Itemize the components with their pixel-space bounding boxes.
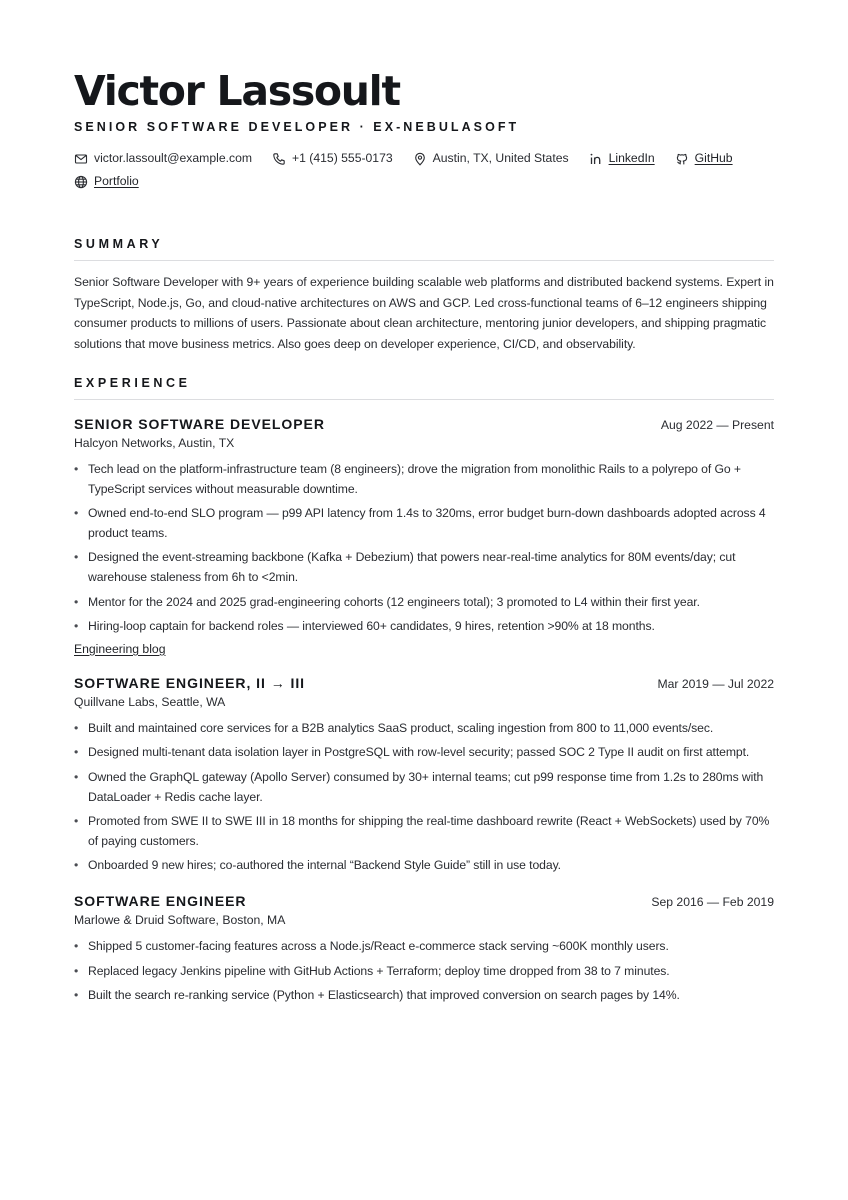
portfolio-link[interactable]: Portfolio bbox=[94, 174, 139, 188]
job-link-row bbox=[74, 641, 774, 658]
job-bullet: • Owned end-to-end SLO program — p99 API latency from 1.4s to 320ms, error budget burn-down dashboards adopted across 4 product teams. bbox=[74, 504, 774, 543]
job-bullet: • Built and maintained core services for a B2B analytics SaaS product, scaling ingestion from 800 to 11,000 events/sec. bbox=[74, 719, 774, 739]
contact-list bbox=[74, 150, 774, 190]
candidate-name: Victor Lassoult bbox=[74, 67, 400, 115]
job-header bbox=[74, 674, 774, 692]
job-company: Marlowe & Druid Software, Boston, MA bbox=[74, 912, 286, 927]
job-dates: Sep 2016 — Feb 2019 bbox=[651, 894, 774, 909]
contact-phone bbox=[272, 150, 393, 167]
engineering-blog-link[interactable]: Engineering blog bbox=[74, 641, 166, 656]
job-dates: Aug 2022 — Present bbox=[660, 418, 774, 432]
job-bullet: • Promoted from SWE II to SWE III in 18 months for shipping the real-time dashboard rewrite (React + WebSockets) used by 70% of paying customers. bbox=[74, 812, 774, 851]
experience-section bbox=[74, 376, 774, 1006]
summary-text: Senior Software Developer with 9+ years of experience building scalable web platforms and distributed backend systems. Expert in TypeScript, Node.js, Go, and cloud-native architectures on AWS and GCP. Led cross-functional teams of 6–12 engineers shipping consumer products to millions of users. Passionate about clean architecture, mentoring junior developers, and shipping pragmatic solutions that move business metrics. Also goes deep on developer experience, CI/CD, and observability. bbox=[74, 275, 774, 351]
job-bullet: • Built the search re-ranking service (Python + Elasticsearch) that improved conversion on search pages by 14%. bbox=[74, 986, 774, 1006]
globe-icon bbox=[74, 175, 88, 189]
job-bullets bbox=[74, 460, 774, 637]
mail-icon bbox=[74, 152, 88, 166]
job-header bbox=[74, 415, 774, 433]
job-entry bbox=[74, 415, 774, 658]
map-pin-icon bbox=[413, 152, 427, 166]
job-title: SOFTWARE ENGINEER bbox=[74, 892, 247, 909]
job-bullet: • Designed multi-tenant data isolation layer in PostgreSQL with row-level security; passed SOC 2 Type II audit on first attempt. bbox=[74, 743, 774, 763]
email-text: victor.lassoult@example.com bbox=[94, 151, 253, 165]
job-bullet: • Mentor for the 2024 and 2025 grad-engineering cohorts (12 engineers total); 3 promoted to L4 within their first year. bbox=[74, 593, 774, 613]
linkedin-link[interactable]: LinkedIn bbox=[608, 151, 655, 165]
phone-text: +1 (415) 555-0173 bbox=[292, 151, 393, 165]
contact-github[interactable] bbox=[675, 150, 733, 167]
job-bullet: • Replaced legacy Jenkins pipeline with GitHub Actions + Terraform; deploy time dropped from 38 to 7 minutes. bbox=[74, 962, 774, 982]
github-icon bbox=[675, 152, 689, 166]
contact-location bbox=[413, 150, 569, 167]
job-bullets bbox=[74, 937, 774, 1006]
job-company: Halcyon Networks, Austin, TX bbox=[74, 436, 235, 450]
job-company: Quillvane Labs, Seattle, WA bbox=[74, 694, 226, 709]
summary-section bbox=[74, 237, 774, 354]
experience-heading: EXPERIENCE bbox=[74, 376, 774, 400]
job-bullet: • Onboarded 9 new hires; co-authored the internal “Backend Style Guide” still in use today. bbox=[74, 856, 774, 876]
location-text: Austin, TX, United States bbox=[432, 151, 569, 165]
job-bullets bbox=[74, 719, 774, 876]
linkedin-icon bbox=[589, 152, 603, 166]
job-header bbox=[74, 892, 774, 910]
candidate-tagline: SENIOR SOFTWARE DEVELOPER · EX-NEBULASOFT bbox=[74, 120, 520, 134]
resume-page bbox=[74, 66, 774, 1011]
job-title: SOFTWARE ENGINEER, II → III bbox=[74, 674, 306, 691]
job-bullet: • Shipped 5 customer-facing features across a Node.js/React e-commerce stack serving ~600K monthly users. bbox=[74, 937, 774, 957]
phone-icon bbox=[272, 152, 286, 166]
job-bullet: • Owned the GraphQL gateway (Apollo Server) consumed by 30+ internal teams; cut p99 response time from 1.2s to 280ms with DataLoader + Redis cache layer. bbox=[74, 768, 774, 807]
job-bullet: • Hiring-loop captain for backend roles — interviewed 60+ candidates, 9 hires, retention >90% at 18 months. bbox=[74, 617, 774, 637]
contact-portfolio[interactable] bbox=[74, 173, 139, 190]
summary-heading: SUMMARY bbox=[74, 237, 774, 261]
job-entry bbox=[74, 892, 774, 1006]
job-dates: Mar 2019 — Jul 2022 bbox=[657, 676, 774, 691]
job-bullet: • Designed the event-streaming backbone (Kafka + Debezium) that powers near-real-time analytics for 80M events/day; cut warehouse staleness from 6h to <2min. bbox=[74, 548, 774, 587]
job-bullet: • Tech lead on the platform-infrastructure team (8 engineers); drove the migration from monolithic Rails to a polyrepo of Go + TypeScript services without measurable downtime. bbox=[74, 460, 774, 499]
job-entry bbox=[74, 674, 774, 876]
job-title: SENIOR SOFTWARE DEVELOPER bbox=[74, 416, 325, 432]
contact-linkedin[interactable] bbox=[589, 150, 655, 167]
github-link[interactable]: GitHub bbox=[694, 151, 733, 165]
contact-email bbox=[74, 150, 252, 167]
